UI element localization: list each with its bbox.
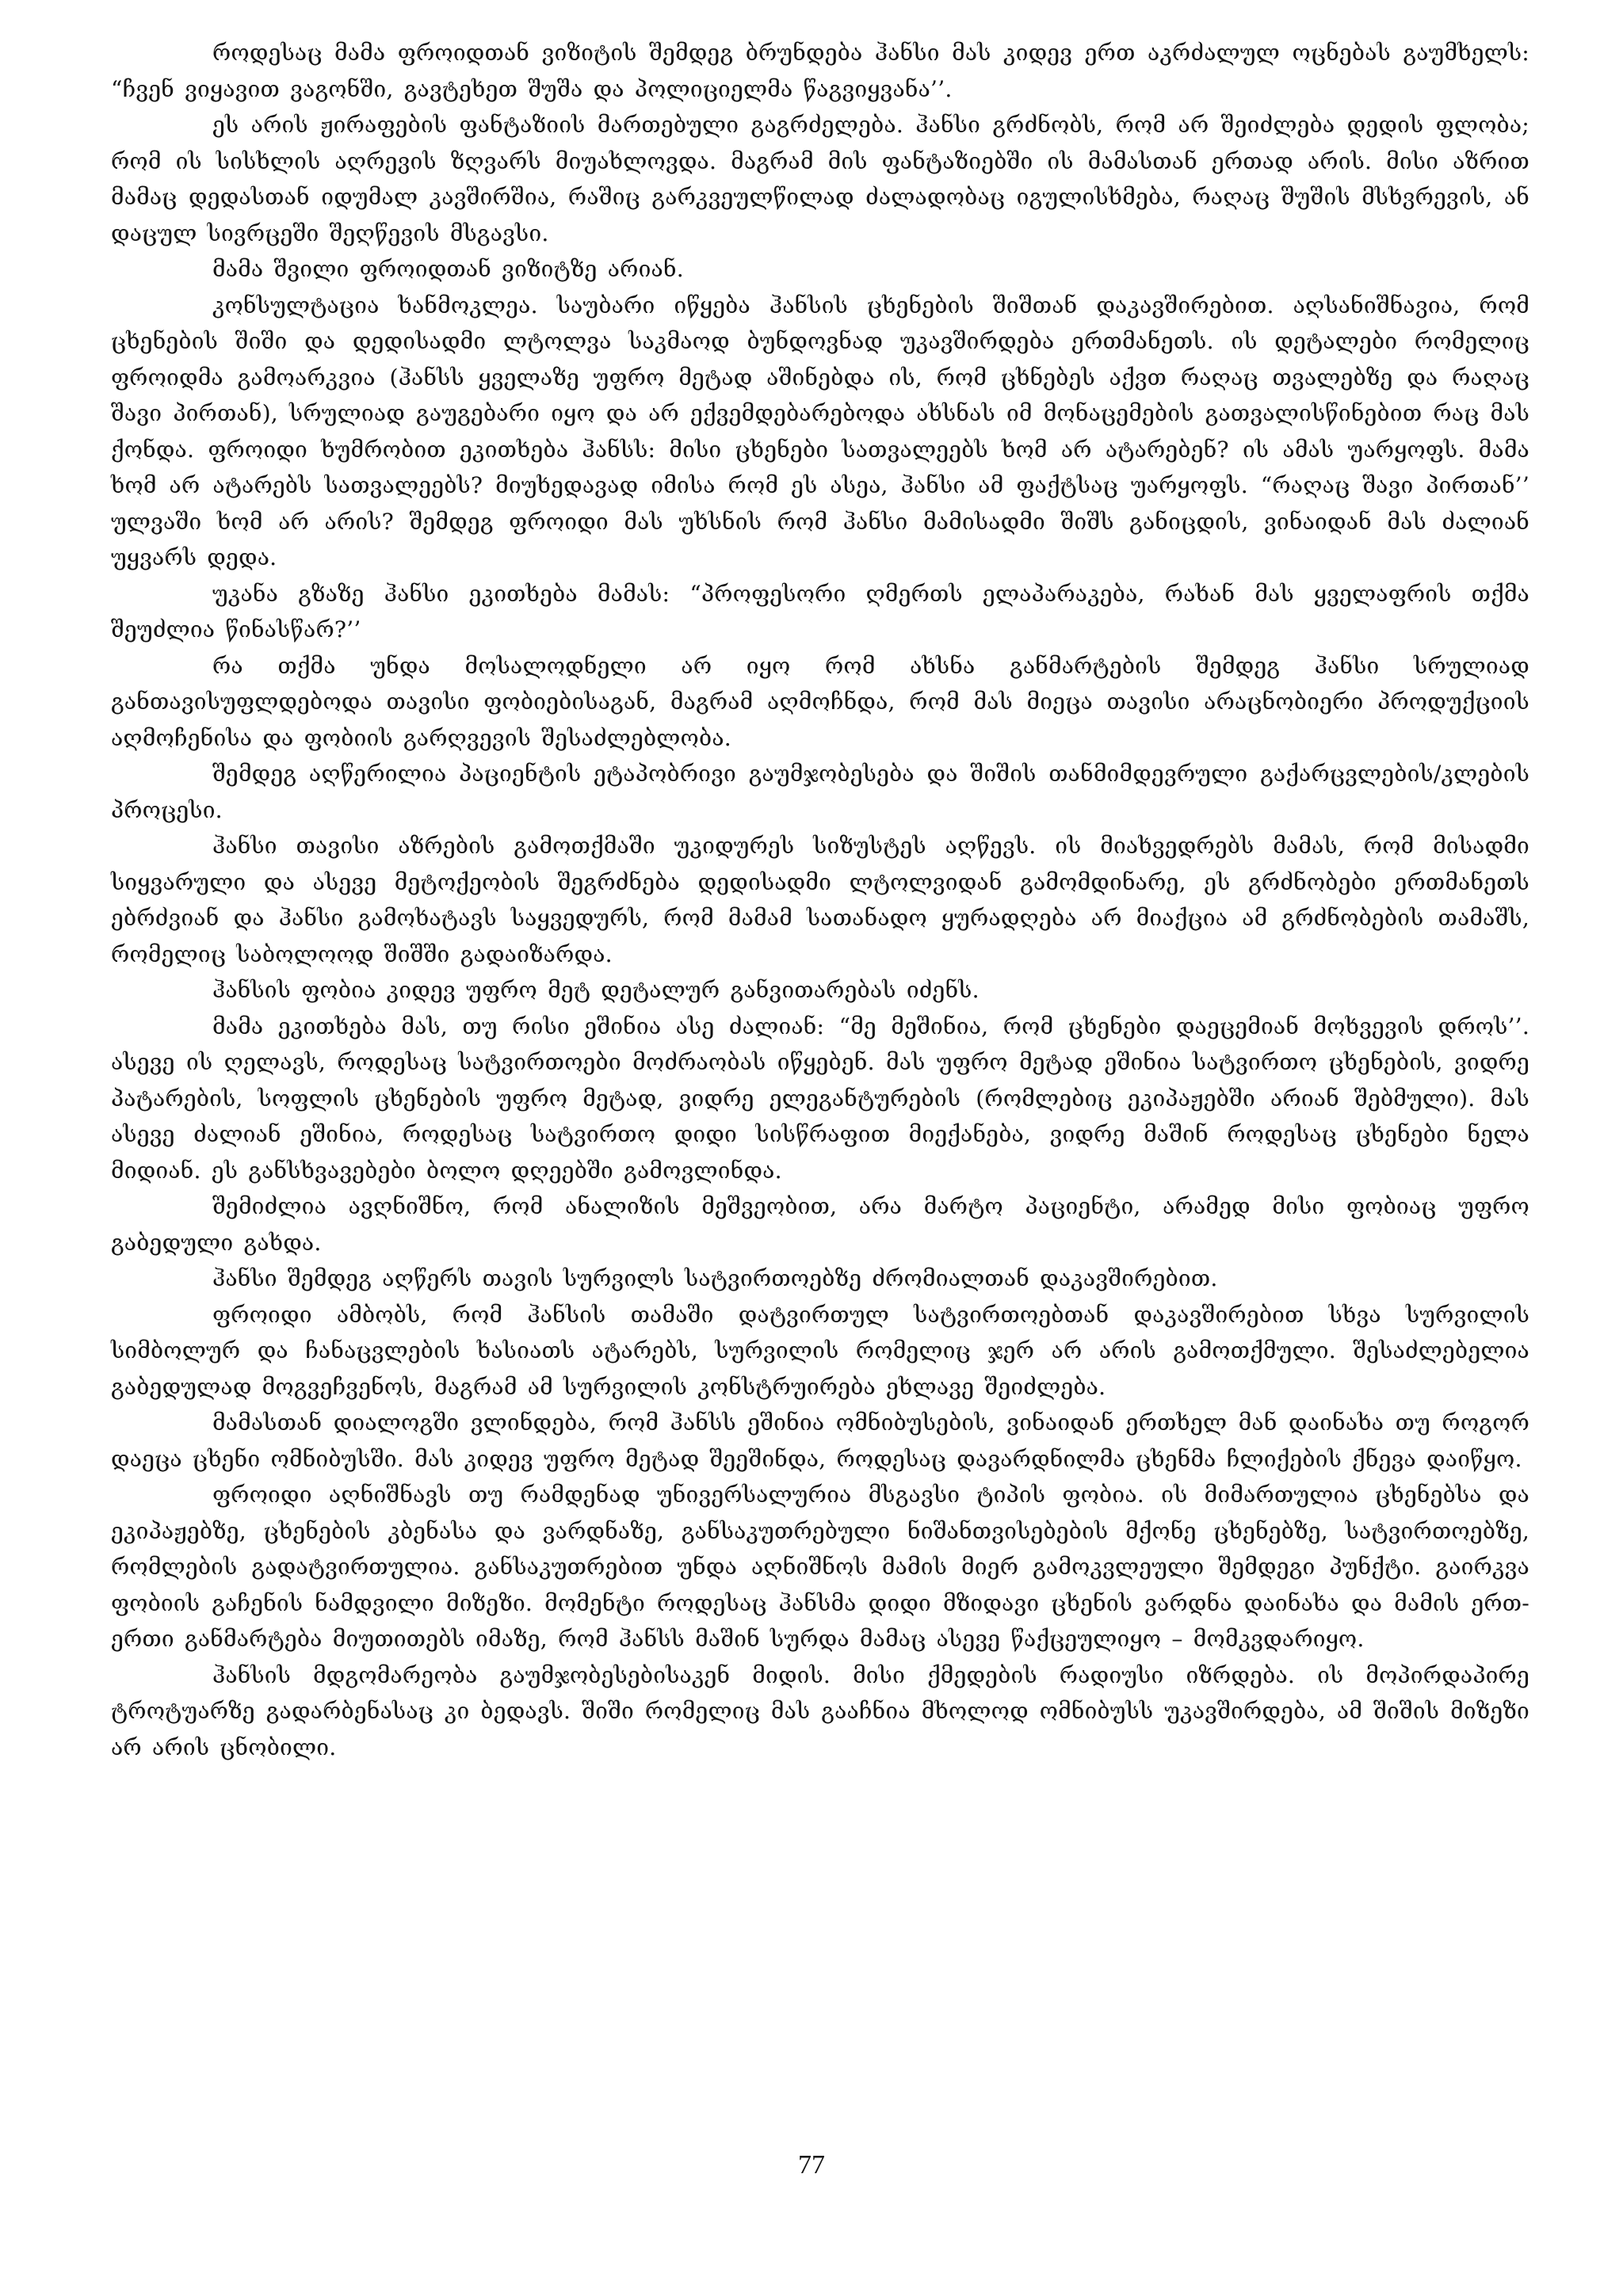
paragraph: უკანა გზაზე ჰანსი ეკითხება მამას: “პროფესორი ღმერთს ელაპარაკება, რახან მას ყველაფრის თქმა შეუძლია წინასწარ?’’	[111, 580, 1529, 643]
paragraph: ჰანსის მდგომარეობა გაუმჯობესებისაკენ მიდის. მისი ქმედების რადიუსი იზრდება. ის მოპირდაპირე ტროტუარზე გადარბენასაც კი ბედავს. შიში რომელიც მას გააჩნია მხოლოდ ომნიბუსს უკავშირდება, ამ შიშის მიზეზი არ არის ცნობილი.	[111, 1661, 1529, 1760]
paragraph: ფროიდი ამბობს, რომ ჰანსის თამაში დატვირთულ სატვირთოებთან დაკავშირებით სხვა სურვილის სიმბოლურ და ჩანაცვლების ხასიათს ატარებს, სურვილის რომელიც ჯერ არ არის გამოთქმული. შესაძლებელია გაბედულად მოგვეჩვენოს, მაგრამ ამ სურვილის კონსტრუირება ეხლავე შეიძლება.	[111, 1301, 1529, 1400]
paragraph: ჰანსის ფობია კიდევ უფრო მეტ დეტალურ განვითარებას იძენს.	[212, 977, 980, 1003]
paragraph: ფროიდი აღნიშნავს თუ რამდენად უნივერსალურია მსგავსი ტიპის ფობია. ის მიმართულია ცხენებსა და ეკიპაჟებზე, ცხენების კბენასა და ვარდნაზე, განსაკუთრებული ნიშანთვისებების მქონე ცხენებზე, სატვირთოებზე, რომლების გადატვირთულია. განსაკუთრებით უნდა აღნიშნოს მამის მიერ გამოკვლეული შემდეგი პუნქტი. გაირკვა ფობიის გაჩენის ნამდვილი მიზეზი. მომენტი როდესაც ჰანსმა დიდი მზიდავი ცხენის ვარდნა დაინახა და მამის ერთ-ერთი განმარტება მიუთითებს იმაზე, რომ ჰანსს მაშინ სურდა მამაც ასევე წაქცეულიყო – მომკვდარიყო.	[111, 1482, 1529, 1652]
page-number: 77	[798, 2150, 825, 2180]
paragraph: შემიძლია ავღნიშნო, რომ ანალიზის მეშვეობით, არა მარტო პაციენტი, არამედ მისი ფობიაც უფრო გაბედული გახდა.	[111, 1193, 1529, 1256]
paragraph: კონსულტაცია ხანმოკლეა. საუბარი იწყება ჰანსის ცხენების შიშთან დაკავშირებით. აღსანიშნავია, რომ ცხენების შიში და დედისადმი ლტოლვა საკმაოდ ბუნდოვნად უკავშირდება ერთმანეთს. ის დეტალები რომელიც ფროიდმა გამოარკვია (ჰანსს ყველაზე უფრო მეტად აშინებდა ის, რომ ცხნებეს აქვთ რაღაც თვალებზე და რაღაც შავი პირთან), სრულიად გაუგებარი იყო და არ ექვემდებარებოდა ახსნას იმ მონაცემების გათვალისწინებით რაც მას ქონდა. ფროიდი ხუმრობით ეკითხება ჰანსს: მისი ცხენები სათვალეებს ხომ არ ატარებენ? ის ამას უარყოფს. მამა ხომ არ ატარებს სათვალეებს? მიუხედავად იმისა რომ ეს ასეა, ჰანსი ამ ფაქტსაც უარყოფს. “რაღაც შავი პირთან’’ ულვაში ხომ არ არის? შემდეგ ფროიდი მას უხსნის რომ ჰანსი მამისადმი შიშს განიცდის, ვინაიდან მას ძალიან უყვარს დედა.	[111, 292, 1529, 570]
paragraph: როდესაც მამა ფროიდთან ვიზიტის შემდეგ ბრუნდება ჰანსი მას კიდევ ერთ აკრძალულ ოცნებას გაუმხელს: “ჩვენ ვიყავით ვაგონში, გავტეხეთ შუშა და პოლიციელმა წაგვიყვანა’’.	[111, 40, 1529, 102]
paragraph: ჰანსი თავისი აზრების გამოთქმაში უკიდურეს სიზუსტეს აღწევს. ის მიახვედრებს მამას, რომ მისადმი სიყვარული და ასევე მეტოქეობის შეგრძნება დედისადმი ლტოლვიდან გამომდინარე, ეს გრძნობები ერთმანეთს ებრძვიან და ჰანსი გამოხატავს საყვედურს, რომ მამამ სათანადო ყურადღება არ მიაქცია ამ გრძნობების თამაშს, რომელიც საბოლოოდ შიშში გადაიზარდა.	[111, 833, 1529, 967]
paragraph: ეს არის ჟირაფების ფანტაზიის მართებული გაგრძელება. ჰანსი გრძნობს, რომ არ შეიძლება დედის ფლობა; რომ ის სისხლის აღრევის ზღვარს მიუახლოვდა. მაგრამ მის ფანტაზიებში ის მამასთან ერთად არის. მისი აზრით მამაც დედასთან იდუმალ კავშირშია, რაშიც გარკვეულწილად ძალადობაც იგულისხმება, რაღაც შუშის მსხვრევის, ან დაცულ სივრცეში შეღწევის მსგავსი.	[111, 112, 1529, 246]
paragraph: ჰანსი შემდეგ აღწერს თავის სურვილს სატვირთოებზე ძრომიალთან დაკავშირებით.	[212, 1265, 1218, 1291]
paragraph: მამასთან დიალოგში ვლინდება, რომ ჰანსს ეშინია ომნიბუსების, ვინაიდან ერთხელ მან დაინახა თუ როგორ დაეცა ცხენი ომნიბუსში. მას კიდევ უფრო მეტად შეეშინდა, როდესაც დავარდნილმა ცხენმა ჩლიქების ქნევა დაიწყო.	[111, 1409, 1529, 1472]
document-page	[111, 35, 1529, 2174]
paragraph: შემდეგ აღწერილია პაციენტის ეტაპობრივი გაუმჯობესება და შიშის თანმიმდევრული გაქარცვლების/კლების პროცესი.	[111, 761, 1529, 823]
paragraph: რა თქმა უნდა მოსალოდნელი არ იყო რომ ახსნა განმარტების შემდეგ ჰანსი სრულიად განთავისუფლდებოდა თავისი ფობიებისაგან, მაგრამ აღმოჩნდა, რომ მას მიეცა თავისი არაცნობიერი პროდუქციის აღმოჩენისა და ფობიის გარღვევის შესაძლებლობა.	[111, 652, 1529, 751]
paragraph: მამა ეკითხება მას, თუ რისი ეშინია ასე ძალიან: “მე მეშინია, რომ ცხენები დაეცემიან მოხვევის დროს’’. ასევე ის ღელავს, როდესაც სატვირთოები მოძრაობას იწყებენ. მას უფრო მეტად ეშინია სატვირთო ცხენების, ვიდრე პატარების, სოფლის ცხენების უფრო მეტად, ვიდრე ელეგანტურების (რომლებიც ეკიპაჟებში არიან შებმული). მას ასევე ძალიან ეშინია, როდესაც სატვირთო დიდი სისწრაფით მიექანება, ვიდრე მაშინ როდესაც ცხენები ნელა მიდიან. ეს განსხვავებები ბოლო დღეებში გამოვლინდა.	[111, 1013, 1529, 1184]
paragraph: მამა შვილი ფროიდთან ვიზიტზე არიან.	[212, 256, 684, 282]
